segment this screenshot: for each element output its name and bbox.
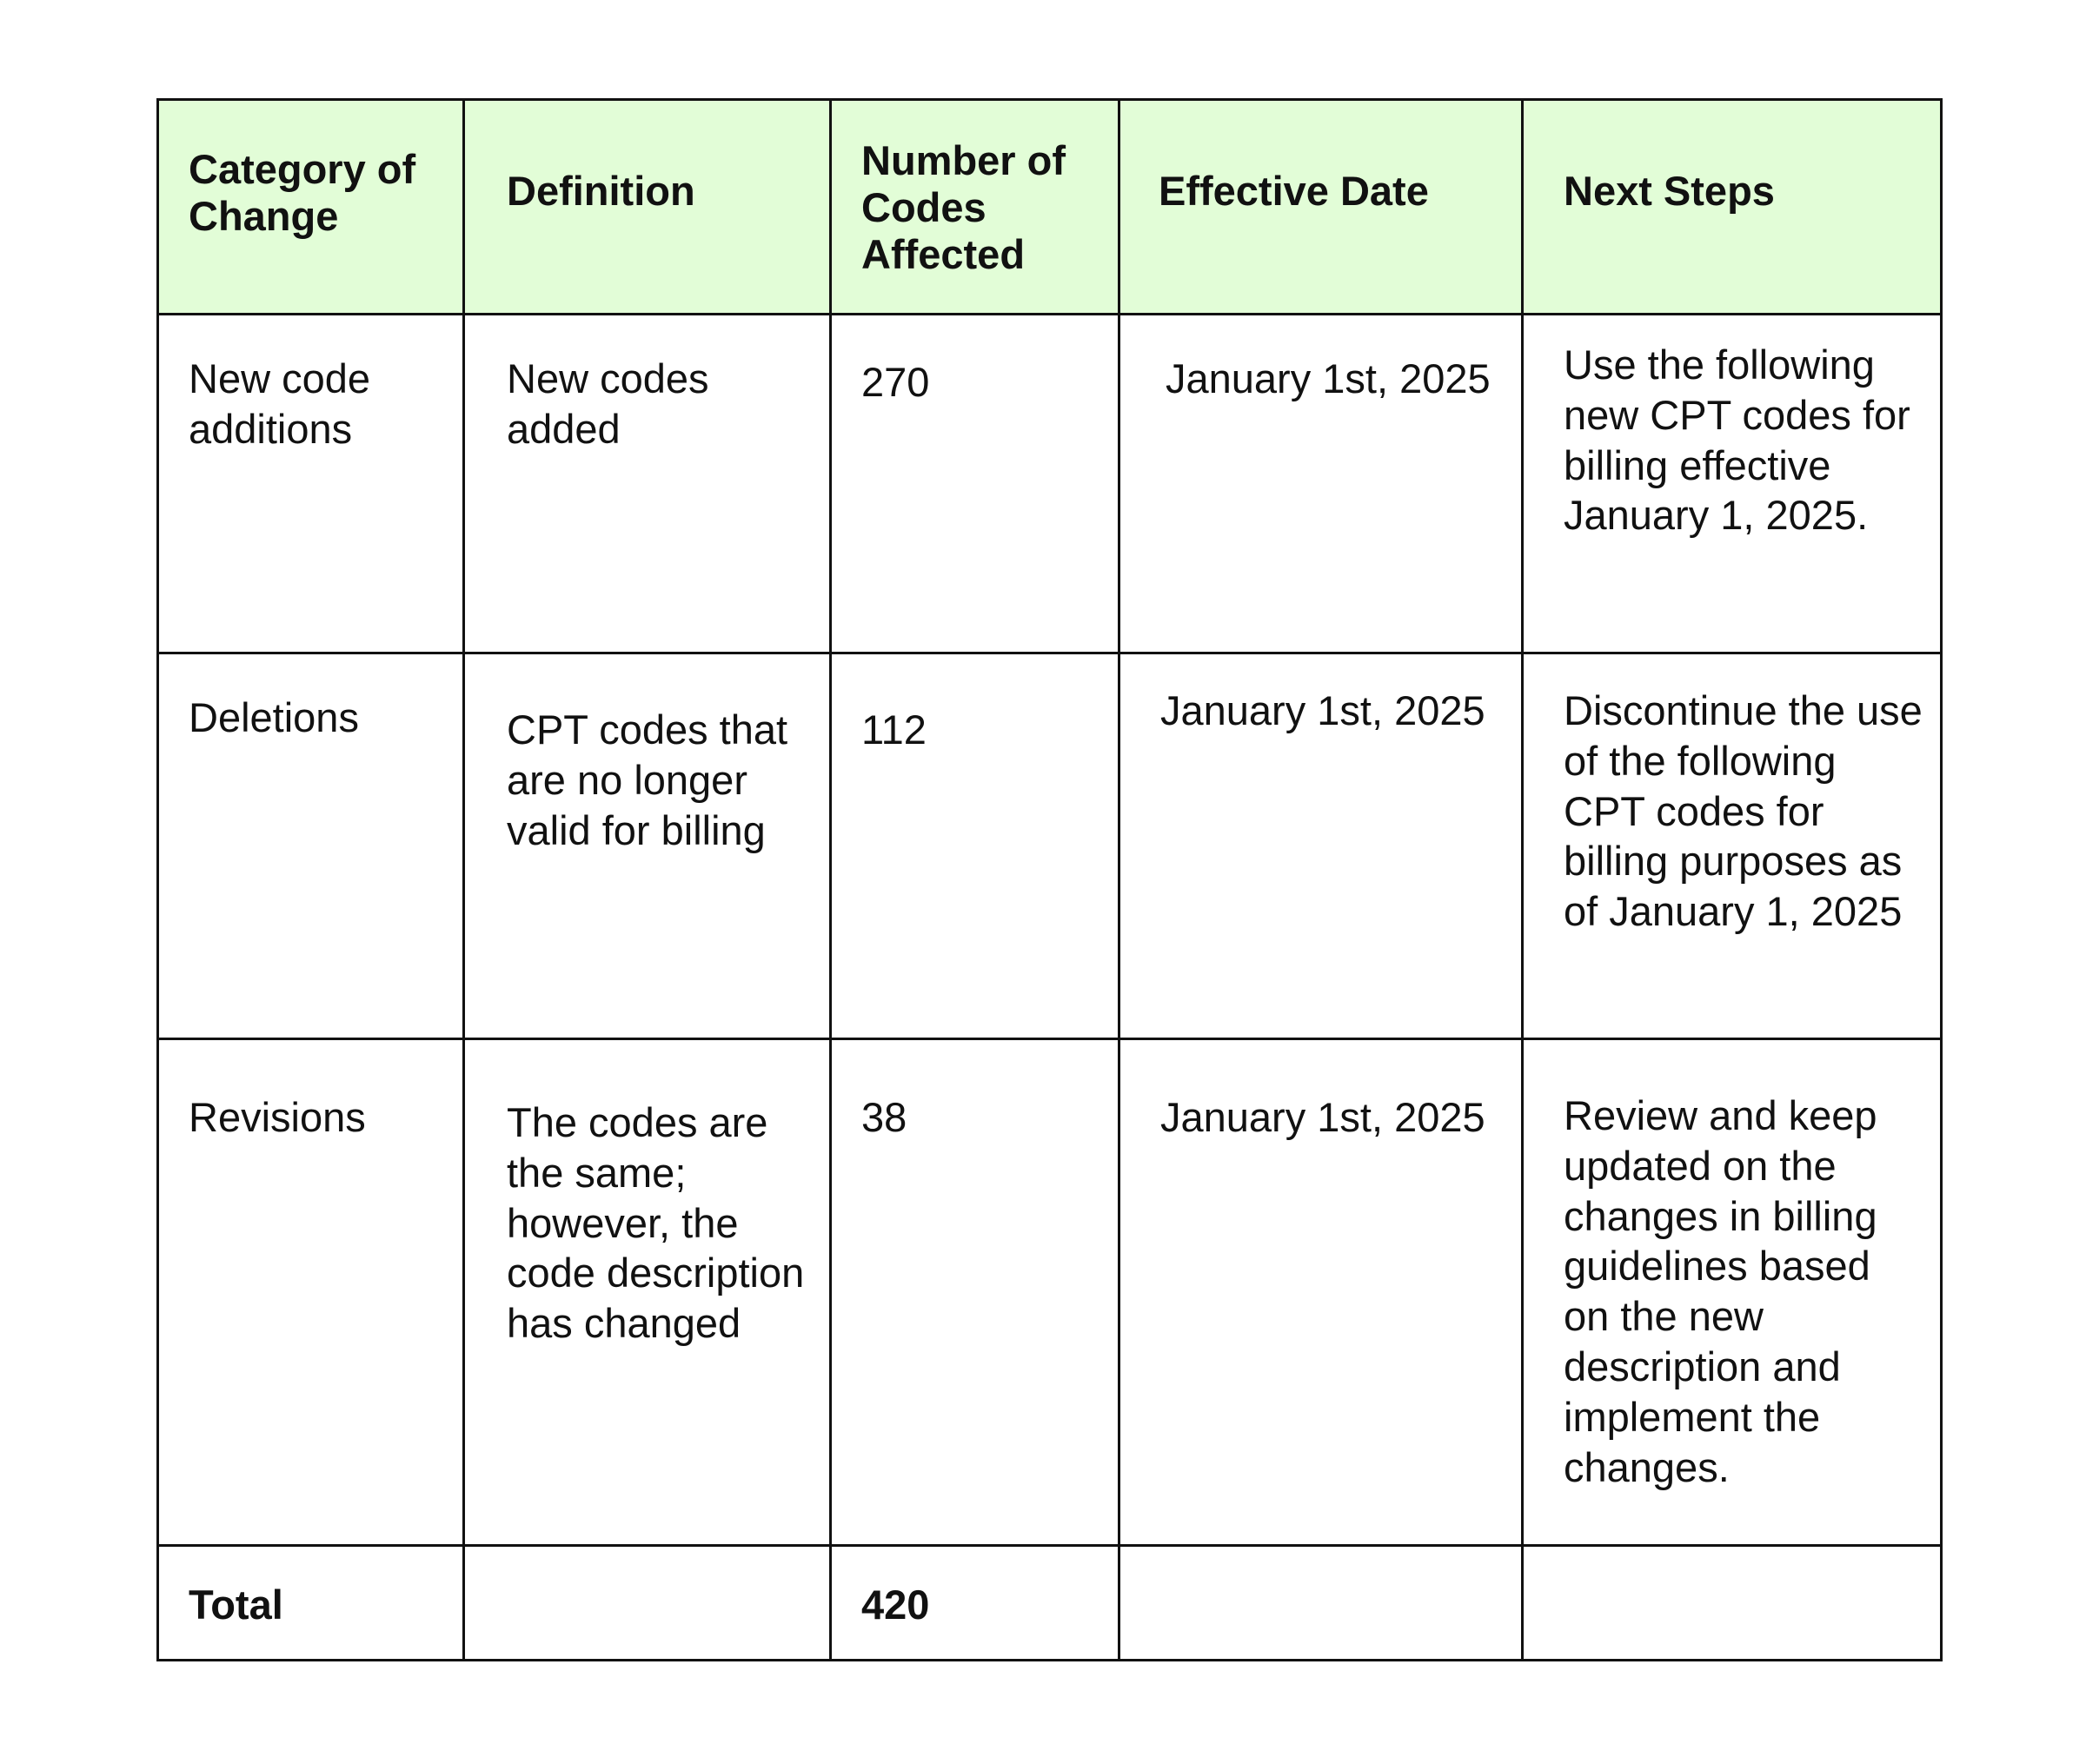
- effective-date-cell: January 1st, 2025: [1119, 315, 1523, 653]
- effective-date-cell: January 1st, 2025: [1119, 1039, 1523, 1546]
- next-steps-cell: Use the following new CPT codes for billing effective January 1, 2025.: [1523, 315, 1942, 653]
- category-cell: New code additions: [158, 315, 464, 653]
- total-label-cell: Total: [158, 1546, 464, 1661]
- table-row: [158, 315, 1942, 653]
- definition-cell: CPT codes that are no longer valid for billing: [464, 653, 831, 1039]
- table-row: [158, 653, 1942, 1039]
- count-cell: 270: [831, 315, 1119, 653]
- header-codes-affected: Number of Codes Affected: [831, 100, 1119, 315]
- table-header-row: [158, 100, 1942, 315]
- total-count-cell: 420: [831, 1546, 1119, 1661]
- category-cell: Deletions: [158, 653, 464, 1039]
- total-empty-cell: [1119, 1546, 1523, 1661]
- header-next-steps: Next Steps: [1523, 100, 1942, 315]
- header-definition: Definition: [464, 100, 831, 315]
- count-cell: 112: [831, 653, 1119, 1039]
- cpt-changes-table: [156, 98, 1943, 1661]
- definition-cell: New codes added: [464, 315, 831, 653]
- definition-cell: The codes are the same; however, the code description has changed: [464, 1039, 831, 1546]
- next-steps-cell: Review and keep updated on the changes in billing guidelines based on the new description and implement the changes.: [1523, 1039, 1942, 1546]
- header-category: Category of Change: [158, 100, 464, 315]
- total-empty-cell: [464, 1546, 831, 1661]
- next-steps-cell: Discontinue the use of the following CPT codes for billing purposes as of January 1, 2025: [1523, 653, 1942, 1039]
- count-cell: 38: [831, 1039, 1119, 1546]
- effective-date-cell: January 1st, 2025: [1119, 653, 1523, 1039]
- table-row: [158, 1039, 1942, 1546]
- header-effective-date: Effective Date: [1119, 100, 1523, 315]
- total-row: [158, 1546, 1942, 1661]
- total-empty-cell: [1523, 1546, 1942, 1661]
- category-cell: Revisions: [158, 1039, 464, 1546]
